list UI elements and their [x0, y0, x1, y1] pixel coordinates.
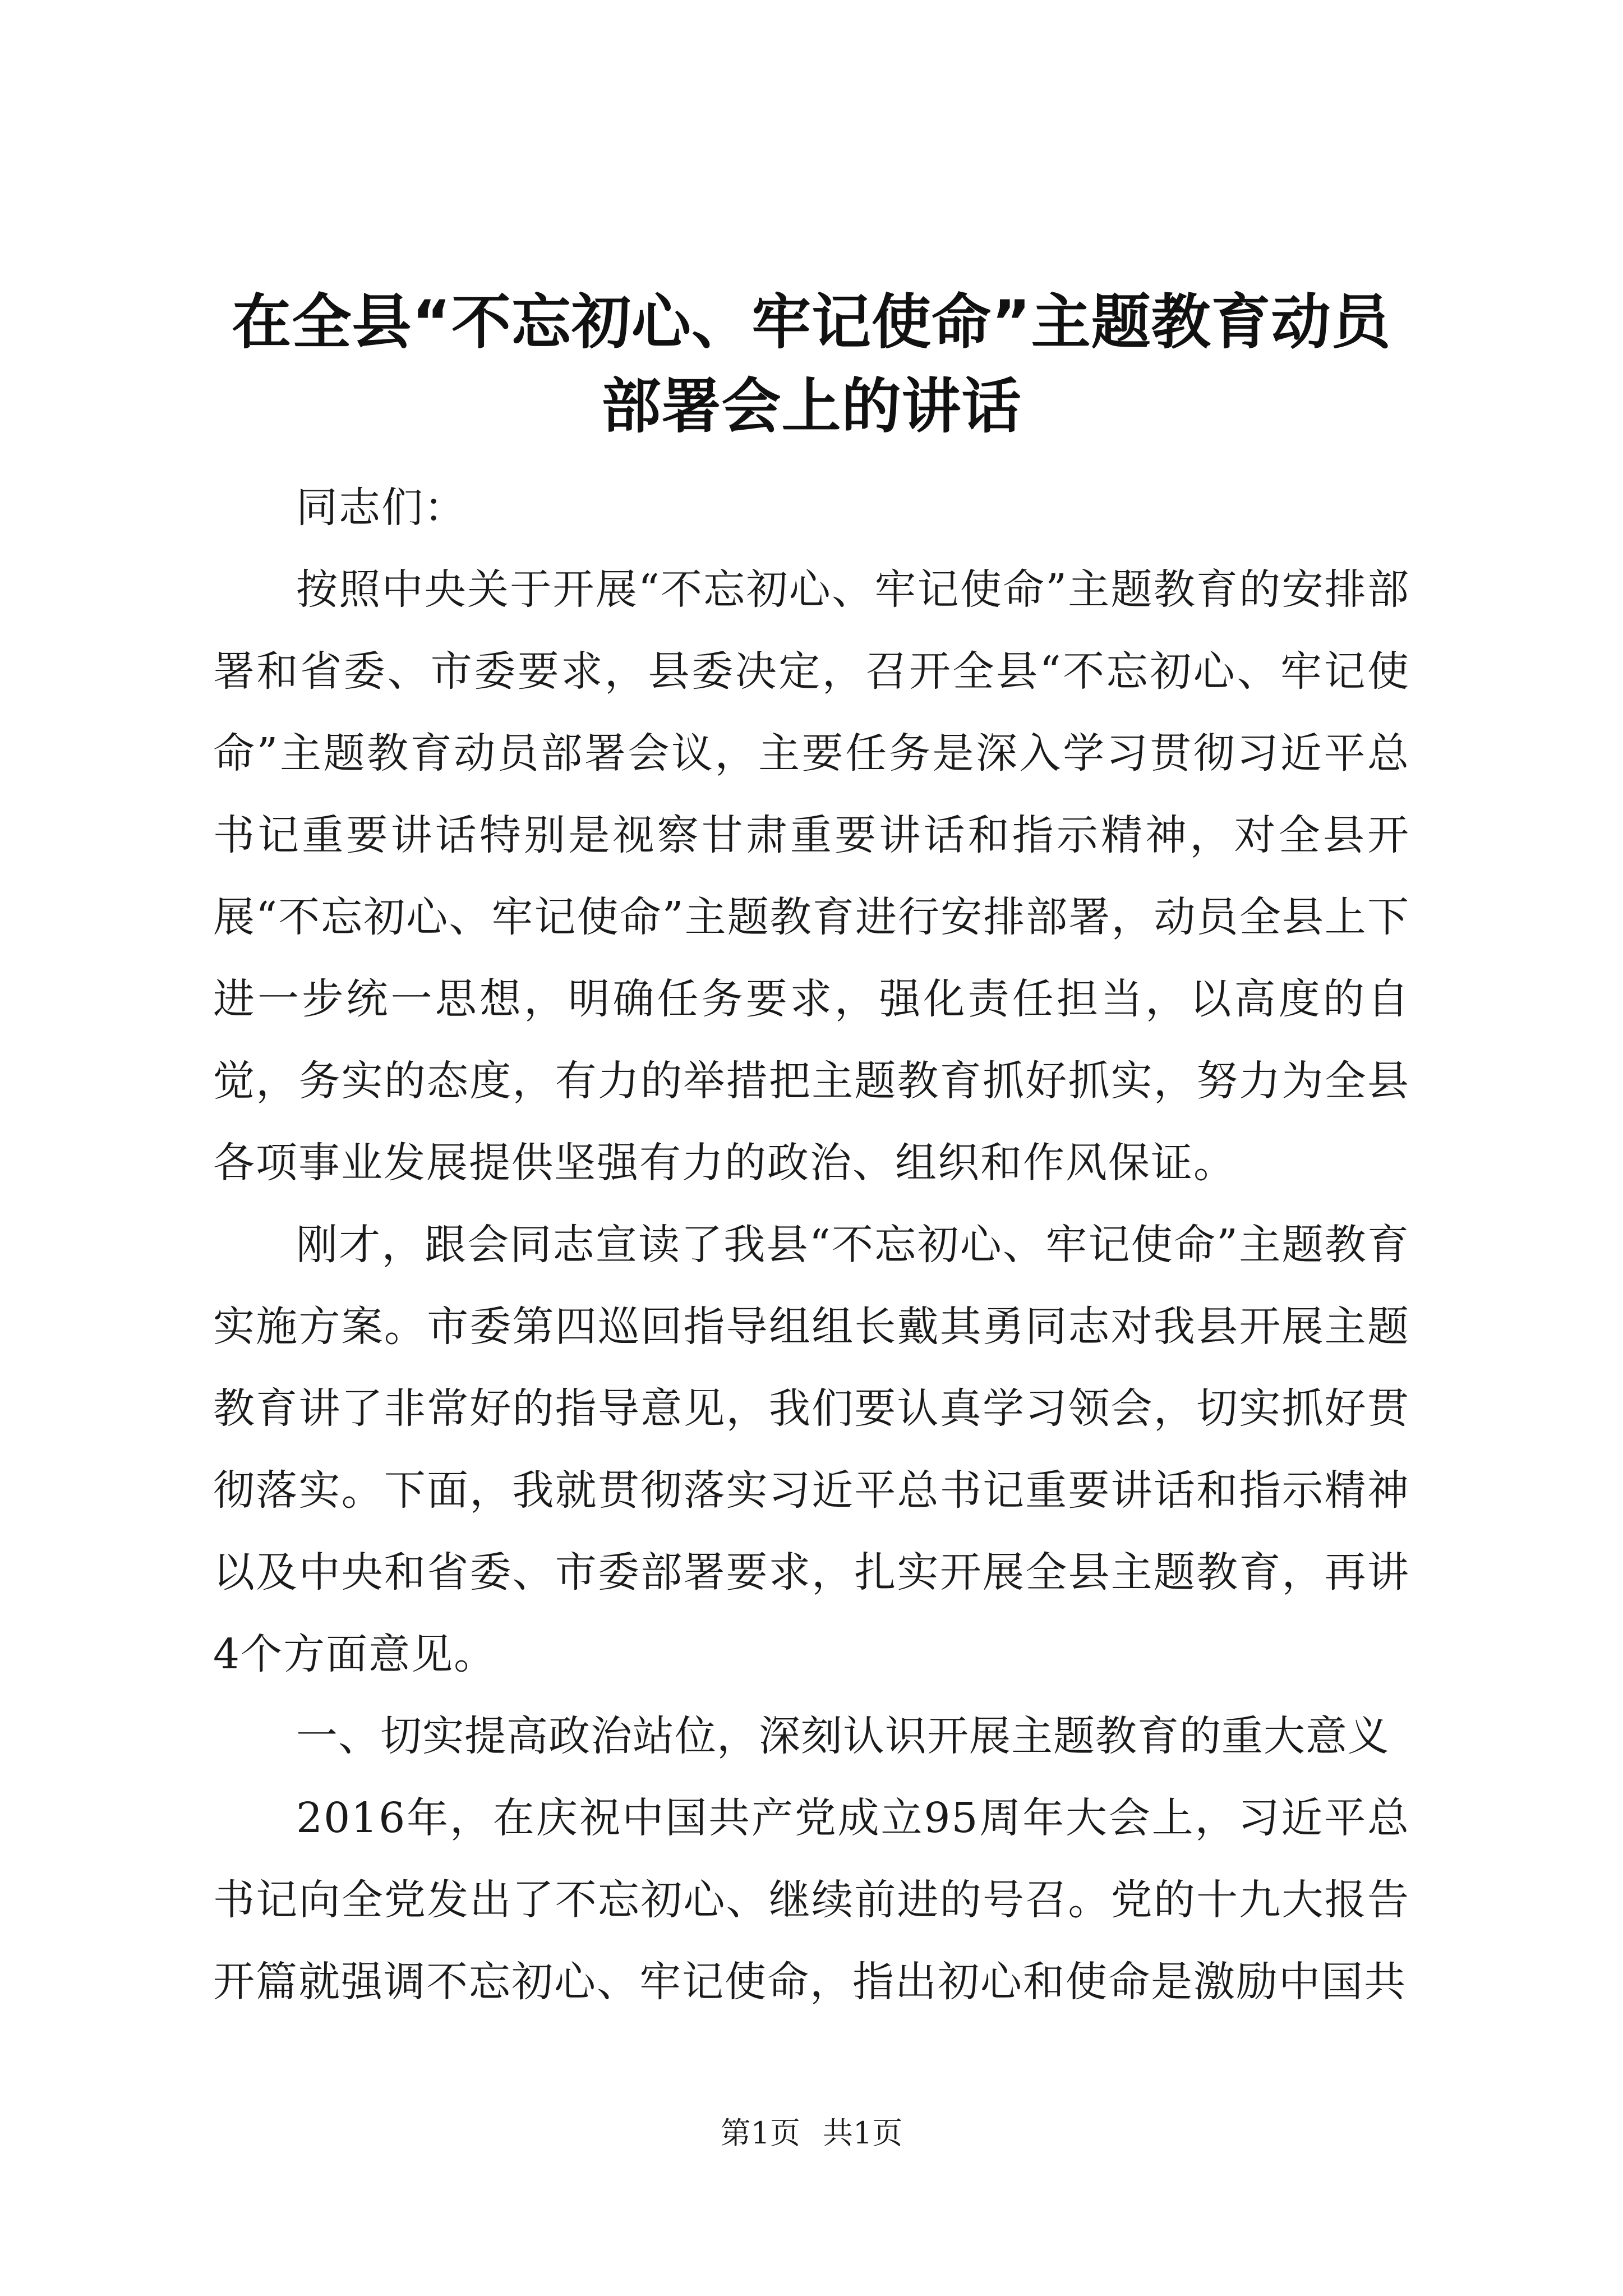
- document-body: [213, 467, 1410, 2023]
- paragraph-context: 刚才，跟会同志宣读了我县“不忘初心、牢记使命”主题教育实施方案。市委第四巡回指导组组长戴其勇同志对我县开展主题教育讲了非常好的指导意见，我们要认真学习领会，切实抓好贯彻落实。下面，我就贯彻落实习近平总书记重要讲话和指示精神以及中央和省委、市委部署要求，扎实开展全县主题教育，再讲4个方面意见。: [213, 1221, 1410, 1678]
- paragraph-section-1: 2016年，在庆祝中国共产党成立95周年大会上，习近平总书记向全党发出了不忘初心、继续前进的号召。党的十九大报告开篇就强调不忘初心、牢记使命，指出初心和使命是激励中国共: [213, 1794, 1410, 2006]
- document-title: [213, 280, 1410, 449]
- salutation: 同志们：: [296, 484, 467, 532]
- page-total: 共1页: [823, 2115, 903, 2151]
- page-number: 第1页: [720, 2115, 800, 2151]
- page-footer: [0, 2114, 1623, 2153]
- title-line-1: 在全县“不忘初心、牢记使命”主题教育动员: [232, 288, 1391, 357]
- section-heading-1: 一、切实提高政治站位，深刻认识开展主题教育的重大意义: [296, 1712, 1390, 1760]
- title-line-2: 部署会上的讲话: [601, 372, 1022, 441]
- paragraph-intro: 按照中央关于开展“不忘初心、牢记使命”主题教育的安排部署和省委、市委要求，县委决定，召开全县“不忘初心、牢记使命”主题教育动员部署会议，主要任务是深入学习贯彻习近平总书记重要讲话特别是视察甘肃重要讲话和指示精神，对全县开展“不忘初心、牢记使命”主题教育进行安排部署，动员全县上下进一步统一思想，明确任务要求，强化责任担当，以高度的自觉，务实的态度，有力的举措把主题教育抓好抓实，努力为全县各项事业发展提供坚强有力的政治、组织和作风保证。: [213, 565, 1410, 1187]
